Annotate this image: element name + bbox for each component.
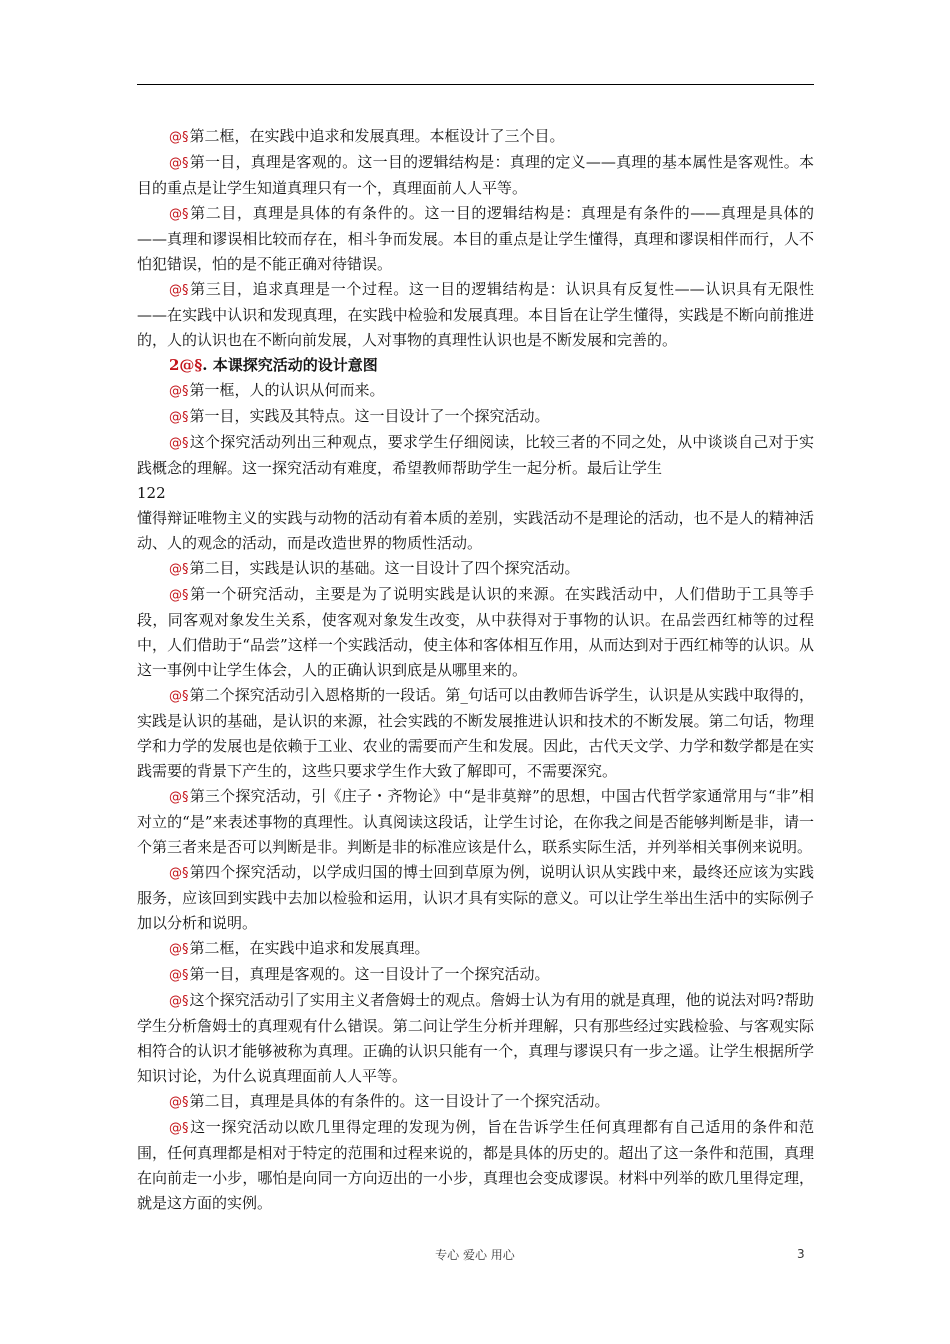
paragraph — [137, 150, 814, 201]
paragraph — [137, 988, 814, 1089]
paragraph — [137, 582, 814, 683]
paragraph-continuation: 懂得辩证唯物主义的实践与动物的活动有着本质的差别，实践活动不是理论的活动，也不是人的精神活动、人的观念的活动，而是改造世界的物质性活动。 — [137, 509, 814, 552]
paragraph-mark: @§ — [169, 1121, 189, 1136]
footer-motto: 专心 爱心 用心 — [435, 1248, 515, 1262]
paragraph — [137, 1089, 814, 1115]
paragraph-text: 第二目，实践是认识的基础。这一目设计了四个探究活动。 — [189, 559, 580, 577]
inline-page-number: 122 — [137, 484, 166, 502]
paragraph — [137, 404, 814, 430]
paragraph-text: 第一目，真理是客观的。这一目设计了一个探究活动。 — [189, 965, 550, 983]
paragraph — [137, 962, 814, 988]
paragraph-mark: @§ — [169, 790, 189, 805]
paragraph-text: 第二个探究活动引入恩格斯的一段话。第_句话可以由教师告诉学生，认识是从实践中取得的，实践是认识的基础，是认识的来源，社会实践的不断发展推进认识和技术的不断发展。第二句话，物理学和力学的发展也是依赖于工业、农业的需要而产生和发展。因此，古代天文学、力学和数学都是在实践需要的背景下产生的，这些只要求学生作大致了解即可，不需要深究。 — [137, 686, 814, 780]
page-footer — [0, 1246, 950, 1266]
section-heading — [137, 353, 814, 378]
section-title: . 本课探究活动的设计意图 — [202, 356, 378, 374]
paragraph-text: 第三个探究活动，引《庄子・齐物论》中“是非莫辩”的思想，中国古代哲学家通常用与“非”相对立的“是”来表述事物的真理性。认真阅读这段话，让学生讨论，在你我之间是否能够判断是非，请一个第三者来是否可以判断是非。判断是非的标准应该是什么，联系实际生活，并列举相关事例来说明。 — [137, 787, 814, 856]
paragraph — [137, 430, 814, 481]
paragraph — [137, 124, 814, 150]
paragraph-text: 第二框，在实践中追求和发展真理。 — [189, 939, 430, 957]
paragraph — [137, 201, 814, 277]
paragraph-text: 第二目，真理是具体的有条件的。这一目的逻辑结构是：真理是有条件的——真理是具体的——真理和谬误相比较而存在，相斗争而发展。本目的重点是让学生懂得，真理和谬误相伴而行，人不怕犯错误，怕的是不能正确对待错误。 — [137, 204, 814, 273]
paragraph-mark: @§ — [169, 968, 189, 983]
paragraph-text: 这个探究活动列出三种观点，要求学生仔细阅读，比较三者的不同之处，从中谈谈自己对于实践概念的理解。这一探究活动有难度，希望教师帮助学生一起分析。最后让学生 — [137, 433, 814, 477]
paragraph-text: 第二框，在实践中追求和发展真理。本框设计了三个目。 — [189, 127, 565, 145]
paragraph-mark: @§ — [169, 866, 189, 881]
paragraph-mark: @§ — [169, 130, 189, 145]
paragraph — [137, 378, 814, 404]
paragraph-text: 第二目，真理是具体的有条件的。这一目设计了一个探究活动。 — [189, 1092, 610, 1110]
paragraph-mark: @§ — [169, 436, 189, 451]
paragraph — [137, 936, 814, 962]
paragraph — [137, 556, 814, 582]
paragraph — [137, 277, 814, 353]
paragraph-mark: @§ — [169, 384, 189, 399]
paragraph-text: 第一个研究活动，主要是为了说明实践是认识的来源。在实践活动中，人们借助于工具等手段，同客观对象发生关系，使客观对象发生改变，从中获得对于事物的认识。在品尝西红柿等的过程中，人们借助于“品尝”这样一个实践活动，使主体和客体相互作用，从而达到对于西红柿等的认识。从这一事例中让学生体会，人的正确认识到底是从哪里来的。 — [137, 585, 814, 679]
paragraph-mark: @§ — [169, 588, 189, 603]
footer-page-number: 3 — [797, 1247, 805, 1261]
paragraph — [137, 784, 814, 860]
paragraph-mark: @§ — [169, 994, 189, 1009]
paragraph-text: 这一探究活动以欧几里得定理的发现为例，旨在告诉学生任何真理都有自己适用的条件和范围，任何真理都是相对于特定的范围和过程来说的，都是具体的历史的。超出了这一条件和范围，真理在向前走一小步，哪怕是向同一方向迈出的一小步，真理也会变成谬误。材料中列举的欧几里得定理，就是这方面的实例。 — [137, 1118, 814, 1212]
paragraph-mark: @§ — [169, 283, 189, 298]
paragraph — [137, 860, 814, 936]
paragraph-text: 这个探究活动引了实用主义者詹姆士的观点。詹姆士认为有用的就是真理，他的说法对吗?帮助学生分析詹姆士的真理观有什么错误。第二问让学生分析并理解，只有那些经过实践检验、与客观实际相符合的认识才能够被称为真理。正确的认识只能有一个，真理与谬误只有一步之遥。让学生根据所学知识讨论，为什么说真理面前人人平等。 — [137, 991, 814, 1085]
paragraph-mark: @§ — [169, 410, 189, 425]
section-number: 2@§ — [169, 356, 203, 374]
paragraph-mark: @§ — [169, 942, 189, 957]
paragraph-text: 第三目，追求真理是一个过程。这一目的逻辑结构是：认识具有反复性——认识具有无限性——在实践中认识和发现真理，在实践中检验和发展真理。本目旨在让学生懂得，实践是不断向前推进的，人的认识也在不断向前发展，人对事物的真理性认识也是不断发展和完善的。 — [137, 280, 814, 349]
paragraph-mark: @§ — [169, 156, 189, 171]
paragraph-text: 第一目，真理是客观的。这一目的逻辑结构是：真理的定义——真理的基本属性是客观性。本目的重点是让学生知道真理只有一个，真理面前人人平等。 — [137, 153, 814, 197]
document-body — [137, 124, 814, 1216]
paragraph — [137, 1115, 814, 1216]
paragraph-mark: @§ — [169, 1095, 189, 1110]
paragraph-mark: @§ — [169, 689, 189, 704]
paragraph-text: 第四个探究活动，以学成归国的博士回到草原为例，说明认识从实践中来，最终还应该为实践服务，应该回到实践中去加以检验和运用，认识才具有实际的意义。可以让学生举出生活中的实际例子加以分析和说明。 — [137, 863, 814, 932]
paragraph-mark: @§ — [169, 207, 189, 222]
paragraph-mark: @§ — [169, 562, 189, 577]
header-rule — [137, 84, 814, 85]
paragraph — [137, 683, 814, 784]
paragraph-text: 第一框，人的认识从何而来。 — [189, 381, 385, 399]
paragraph-text: 第一目，实践及其特点。这一目设计了一个探究活动。 — [189, 407, 550, 425]
